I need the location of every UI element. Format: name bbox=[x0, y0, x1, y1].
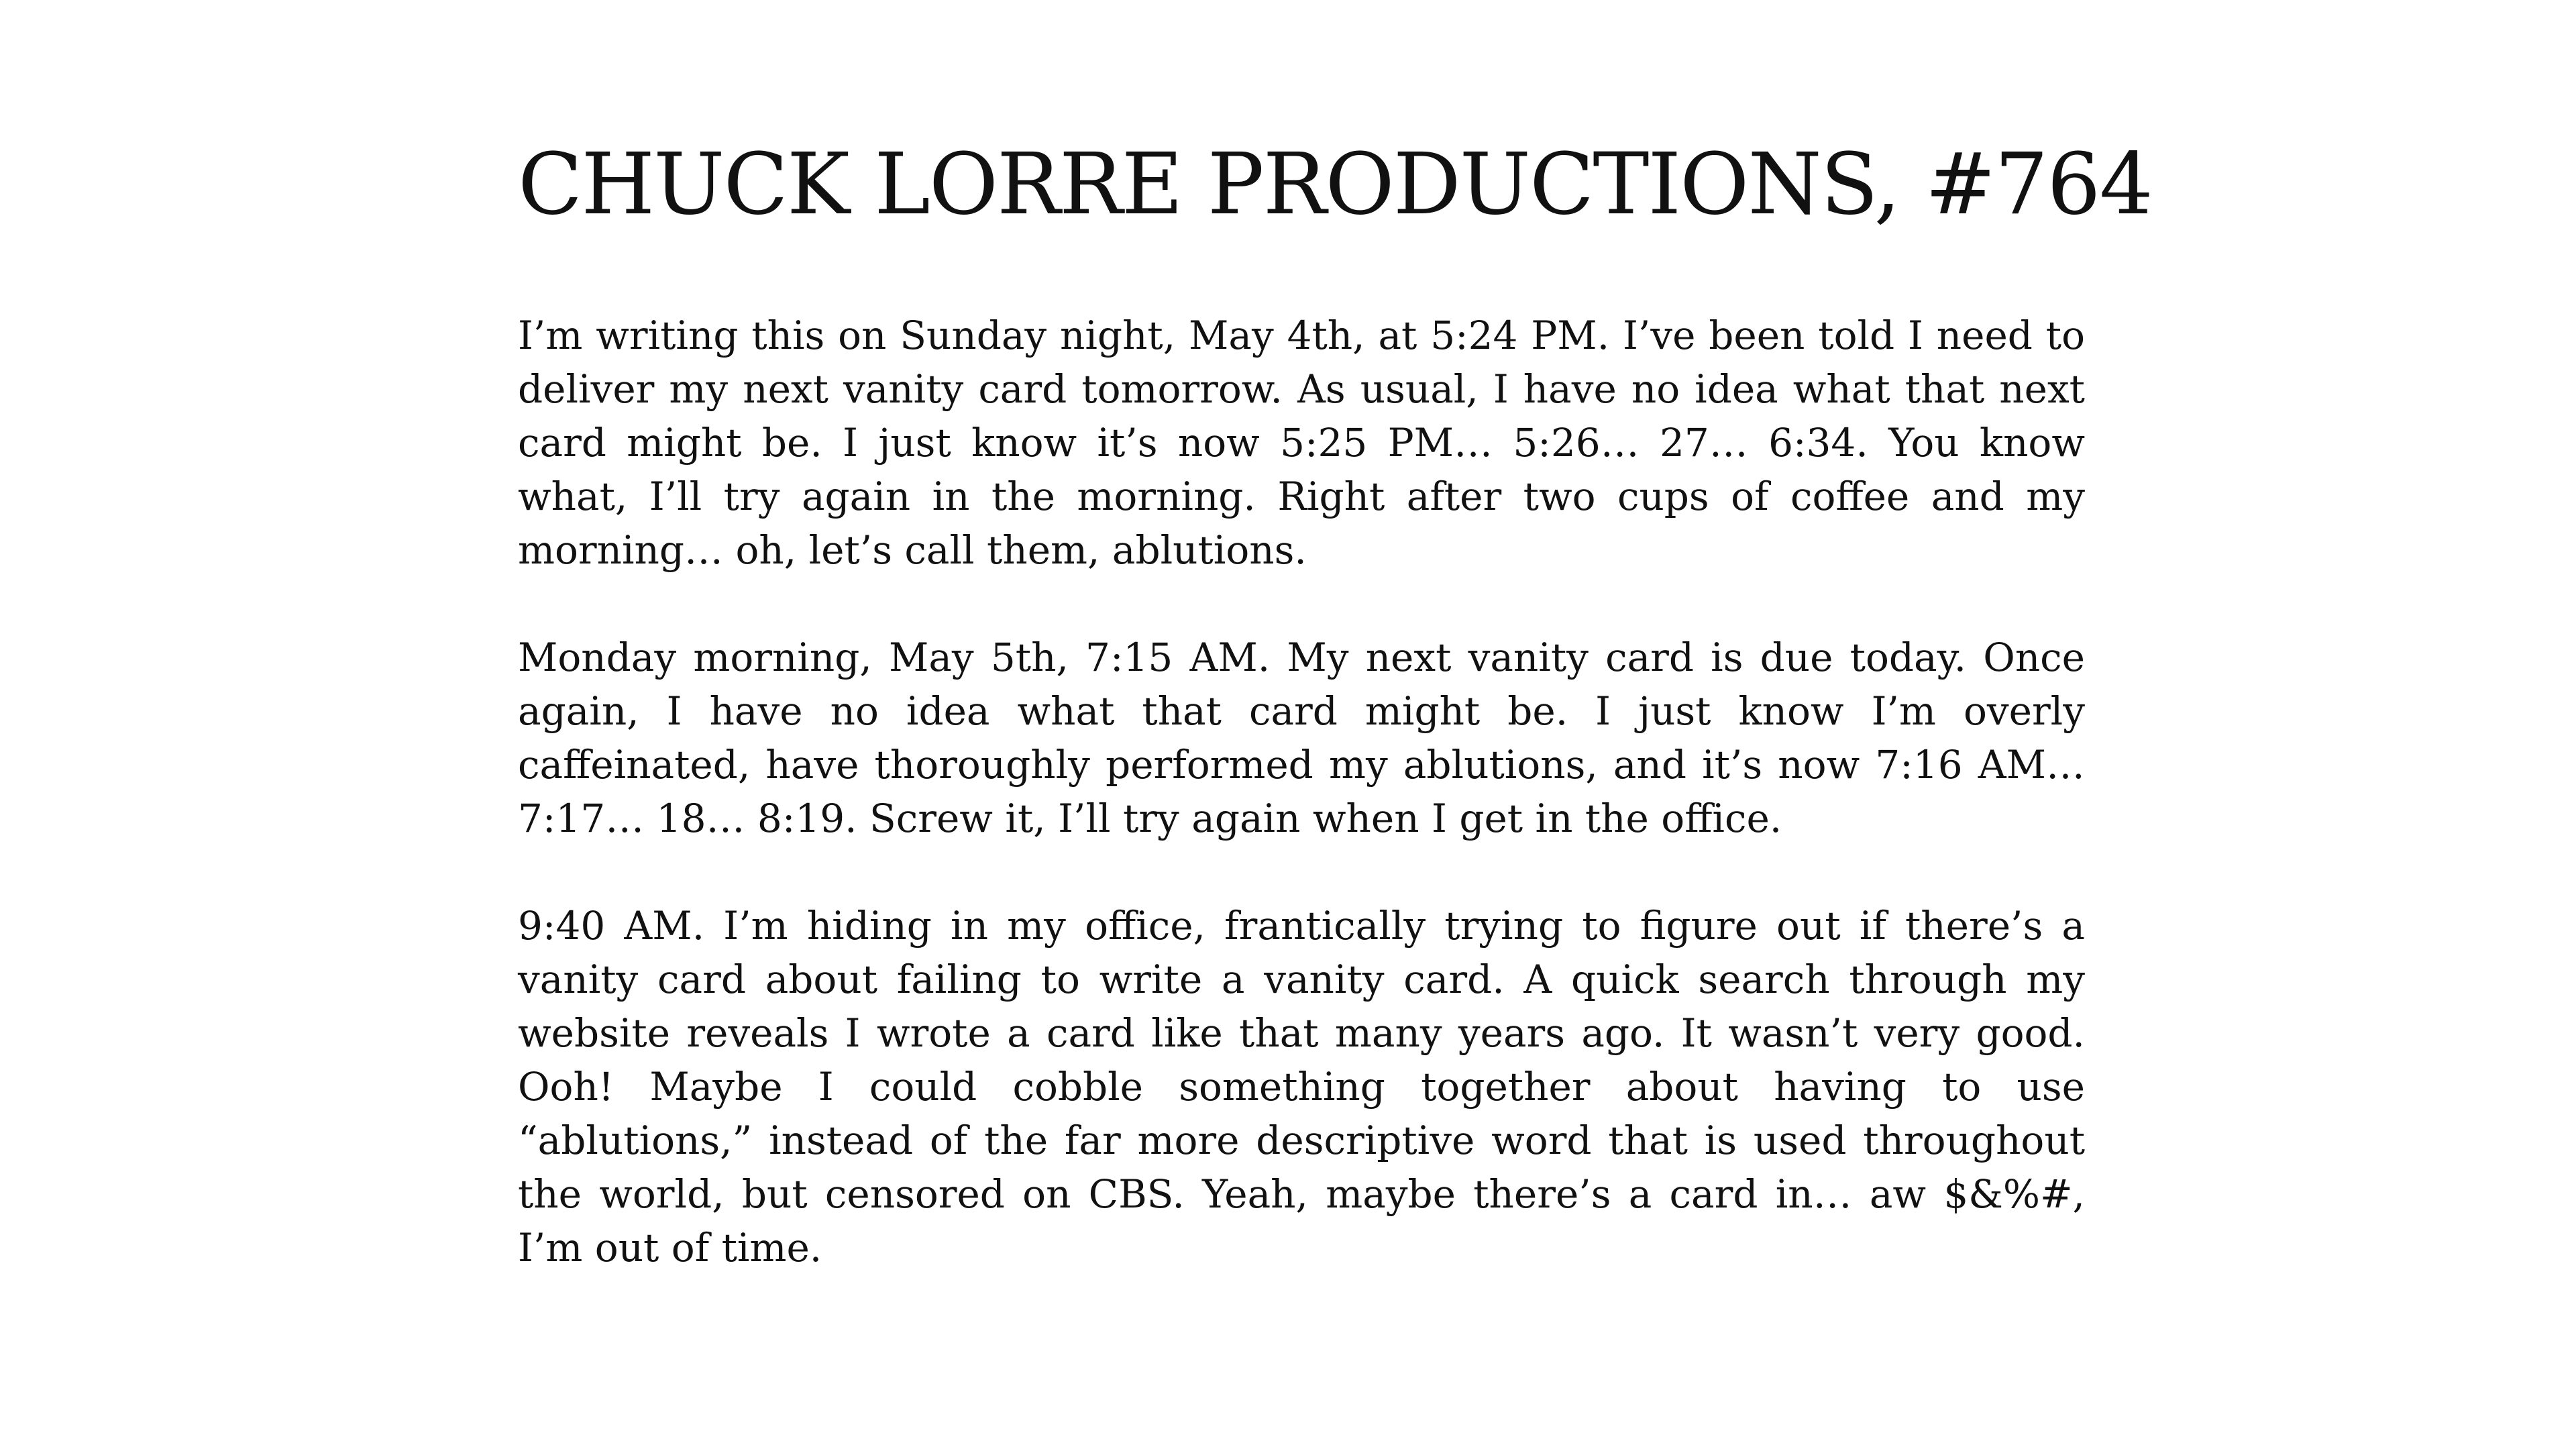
paragraph-3: 9:40 AM. I’m hiding in my office, frantically trying to figure out if there’s a vanity card about failing to write a vanity card. A quick search through my website reveals I wrote a card like that many years ago. It wasn’t very good. Ooh! Maybe I could cobble something together about having to use “ablutions,” instead of the far more descriptive word that is used throughout the world, but censored on CBS. Yeah, maybe there’s a card in… aw $&%#, I’m out of time. bbox=[518, 903, 2085, 1271]
vanity-card bbox=[518, 134, 2152, 1328]
card-title: CHUCK LORRE PRODUCTIONS, #764 bbox=[518, 135, 2152, 233]
paragraph-2: Monday morning, May 5th, 7:15 AM. My next vanity card is due today. Once again, I have no idea what that card might be. I just know I’m overly caffeinated, have thoroughly performed my ablutions, and it’s now 7:16 AM… 7:17… 18… 8:19. Screw it, I’ll try again when I get in the office. bbox=[518, 635, 2085, 841]
paragraph-1: I’m writing this on Sunday night, May 4th, at 5:24 PM. I’ve been told I need to deliver my next vanity card tomorrow. As usual, I have no idea what that next card might be. I just know it’s now 5:25 PM… 5:26… 27… 6:34. You know what, I’ll try again in the morning. Right after two cups of coffee and my morning… oh, let’s call them, ablutions. bbox=[518, 313, 2085, 573]
